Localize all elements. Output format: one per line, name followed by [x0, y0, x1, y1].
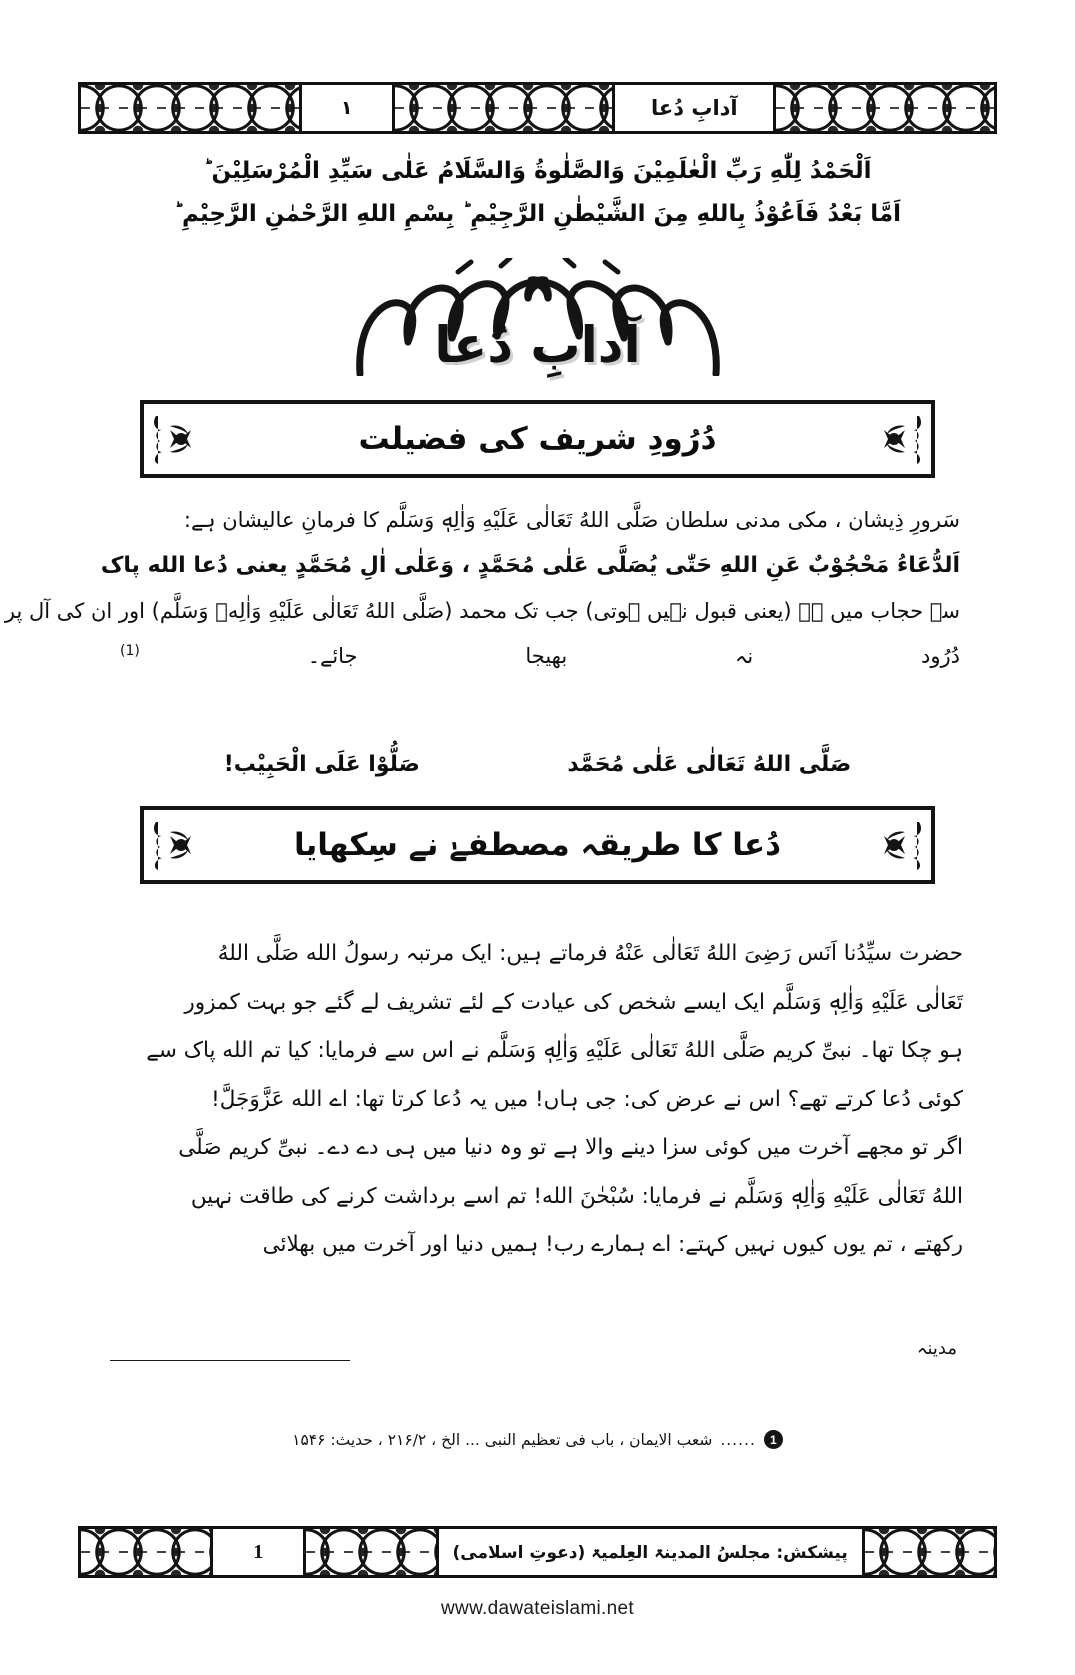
- body-line: تَعَالٰی عَلَیْهِ وَاٰلِهٖ وَسَلَّم ایک ایسے شخص کی عیادت کے لئے تشریف لے گئے جو بہت کمزور: [184, 989, 963, 1015]
- book-logo: [0, 258, 1075, 376]
- footer-ornament-middle: [306, 1529, 435, 1575]
- section-heading-fazilat: [140, 400, 935, 478]
- salawat-line: [150, 752, 925, 777]
- footer-page-number-box: [210, 1529, 306, 1575]
- body-line: [120, 634, 960, 679]
- footnote-marker: 1: [764, 1430, 783, 1449]
- body-line-text: دُرُود نہ بھیجا جائے۔: [307, 643, 960, 668]
- body-line: ہو چکا تھا۔ نبیِّ کریم صَلَّی اللهُ تَعَالٰی عَلَیْهِ وَاٰلِهٖ وَسَلَّم نے اس سے فرمایا: کیا تم الله پاک سے: [146, 1038, 963, 1064]
- body-line: اَلدُّعَاءُ مَحْجُوْبٌ عَنِ اللهِ حَتّٰى يُصَلَّى عَلٰى مُحَمَّدٍ ، وَعَلٰى اٰلِ مُحَمَّدٍ یعنی دُعا الله پاک: [100, 552, 960, 578]
- footnote-divider: [110, 1360, 350, 1361]
- body-line: حضرت سیِّدُنا اَنَس رَضِیَ اللهُ تَعَالٰی عَنْهُ فرماتے ہیں: ایک مرتبہ رسولُ الله صَلَّی اللهُ: [217, 941, 963, 966]
- section-fazilat-body: [4, 498, 960, 678]
- page-footer-bar: [78, 1526, 997, 1578]
- body-line: رکھتے ، تم یوں کیوں نہیں کہتے: اے ہمارے رب! ہمیں دنیا اور آخرت میں بھلائی: [262, 1232, 963, 1258]
- catchword: مدینہ: [916, 1338, 957, 1359]
- footer-ornament-left: [81, 1529, 210, 1575]
- footer-ornament-right: [865, 1529, 994, 1575]
- header-title: آدابِ دُعا: [651, 96, 738, 120]
- book-logo-title: آدابِ دُعا: [434, 316, 641, 374]
- body-line: کوئی دُعا کرتے تھے؟ اس نے عرض کی: جی ہاں! میں یہ دُعا کرتا تھا: اے الله عَزَّوَجَلَّ!: [211, 1086, 963, 1112]
- salawat-call: صَلُّوْا عَلَى الْحَبِيْب!: [223, 752, 420, 777]
- header-title-box: [612, 85, 776, 131]
- banner-ornament-left-icon: [150, 408, 212, 470]
- section-tareeqa-body: [118, 930, 963, 1270]
- header-ornament-right: [776, 85, 994, 131]
- banner-ornament-right-icon: [863, 814, 925, 876]
- footer-credit: پیشکش: مجلسُ المدینۃ العِلمیۃ (دعوتِ اسلامی): [452, 1542, 848, 1563]
- body-line: سَرورِ ذِیشان ، مکی مدنی سلطان صَلَّی اللهُ تَعَالٰی عَلَیْهِ وَاٰلِهٖ وَسَلَّم کا فرمانِ عالیشان ہے:: [183, 508, 960, 532]
- header-ornament-left: [81, 85, 299, 131]
- header-page-number-box: [299, 85, 395, 131]
- footer-page-number: 1: [253, 1540, 264, 1563]
- footnote-leader: ......: [720, 1430, 756, 1449]
- footnote-text: شعب الایمان ، باب فی تعظیم النبی ... الخ ، ۲۱۶/۲ ، حدیث: ۱۵۴۶: [292, 1430, 713, 1449]
- body-line: سے حجاب میں ہے (یعنی قبول نہیں ہوتی) جب تک محمد (صَلَّی اللهُ تَعَالٰی عَلَیْهِ وَاٰلِهٖ وَسَلَّم) اور ان کی آل پر: [4, 599, 960, 624]
- section-heading-tareeqa: [140, 806, 935, 884]
- header-ornament-middle: [395, 85, 613, 131]
- header-page-number: ۱: [340, 97, 353, 119]
- section-heading-tareeqa-text: دُعا کا طریقہ مصطفےٰ نے سِکھایا: [293, 827, 782, 863]
- body-line: اللهُ تَعَالٰی عَلَیْهِ وَاٰلِهٖ وَسَلَّم نے فرمایا: سُبْحٰنَ الله! تم اسے برداشت کرنے کی طاقت نہیں: [190, 1183, 963, 1209]
- salawat-response: صَلَّى اللهُ تَعَالٰى عَلٰى مُحَمَّد: [567, 752, 852, 777]
- footer-credit-box: [436, 1529, 865, 1575]
- page-header-bar: [78, 82, 997, 134]
- website-url[interactable]: www.dawateislami.net: [441, 1598, 634, 1619]
- body-line: اگر تو مجھے آخرت میں کوئی سزا دینے والا ہے تو وہ دنیا میں ہی دے دے۔ نبیِّ کریم صَلَّی: [178, 1135, 963, 1161]
- footnote-reference[interactable]: (1): [120, 642, 140, 659]
- invocation-line-2: اَمَّا بَعْدُ فَاَعُوْذُ بِاللهِ مِنَ الشَّيْطٰنِ الرَّجِيْمِ ؕ بِسْمِ اللهِ الرَّحْمٰنِ الرَّحِيْمِ ؕ: [173, 200, 902, 227]
- section-heading-fazilat-text: دُرُودِ شریف کی فضیلت: [358, 421, 717, 457]
- invocation-line-1: اَلْحَمْدُ لِلّٰهِ رَبِّ الْعٰلَمِيْنَ وَالصَّلٰوةُ وَالسَّلَامُ عَلٰى سَيِّدِ الْمُرْسَلِيْنَ ؕ: [203, 158, 872, 184]
- footnote: [110, 1430, 965, 1449]
- banner-ornament-right-icon: [863, 408, 925, 470]
- banner-ornament-left-icon: [150, 814, 212, 876]
- invocation-block: [150, 150, 925, 235]
